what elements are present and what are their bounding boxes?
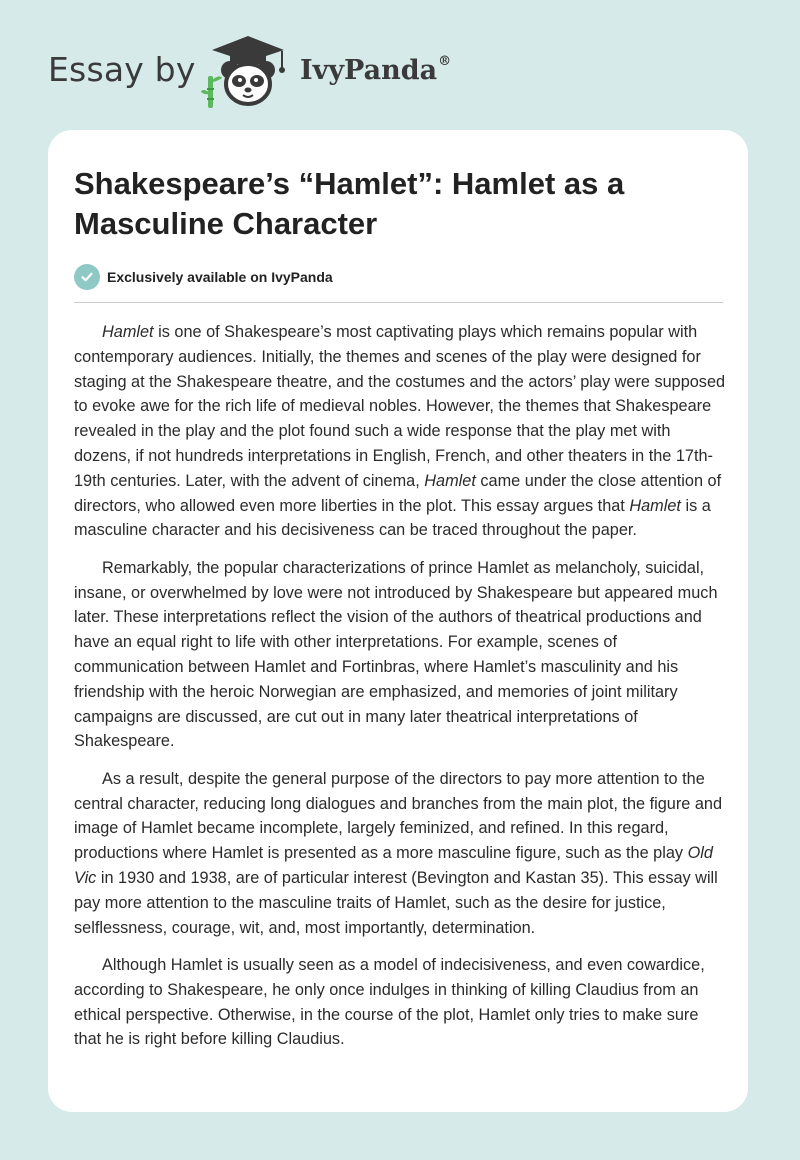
exclusive-label: Exclusively available on IvyPanda — [107, 269, 333, 285]
brand-name[interactable]: IvyPanda® — [300, 54, 452, 86]
italic-title: Hamlet — [424, 471, 476, 490]
essay-card — [48, 130, 748, 1112]
divider — [74, 302, 723, 303]
paragraph-text: came under the close attention of directors, who allowed even more liberties in the plot. This essay argues that — [74, 471, 722, 515]
site-header — [0, 0, 800, 130]
italic-title: Hamlet — [102, 323, 154, 341]
essay-body — [74, 320, 726, 1065]
check-circle-icon — [74, 264, 100, 290]
paragraph-text: Remarkably, the popular characterizations of prince Hamlet as melancholy, suicidal, insane, or overwhelmed by love were not introduced by Shakespeare but appeared much later. These interpretations reflect the vision of the authors of theatrical productions and have an equal right to life with other interpretations. For example, scenes of communication between Hamlet and Fortinbras, where Hamlet’s masculinity and his friendship with the heroic Norwegian are emphasized, and memories of joint military campaigns are discussed, are cut out in many later theatrical interpretations of Shakespeare. — [74, 558, 718, 751]
italic-title: Old Vic — [74, 844, 713, 887]
essay-by-label: Essay by — [48, 50, 196, 89]
essay-paragraph — [74, 556, 726, 754]
italic-title: Hamlet — [629, 496, 681, 515]
essay-paragraph — [74, 953, 726, 1052]
paragraph-text: is one of Shakespeare’s most captivating plays which remains popular with contemporary audiences. Initially, the themes and scenes of the play were designed for staging at the Shakespeare theatre, and the costumes and the actors’ play were supposed to evoke awe for the rich life of medieval nobles. However, the themes that Shakespeare revealed in the play and the plot found such a wide response that the play met with dozens, if not hundreds interpretations in English, French, and other theaters in the 17th-19th centuries. Later, with the advent of cinema, — [74, 323, 726, 490]
essay-title: Shakespeare’s “Hamlet”: Hamlet as a Masculine Character — [74, 166, 625, 241]
paragraph-text: As a result, despite the general purpose of the directors to pay more attention to the central character, reducing long dialogues and branches from the main plot, the figure and image of Hamlet became incomplete, largely feminized, and refined. In this regard, productions where Hamlet is presented as a more masculine figure, such as the play — [74, 769, 723, 863]
paragraph-text: in 1930 and 1938, are of particular interest (Bevington and Kastan 35). This essay will pay more attention to the masculine traits of Hamlet, such as the desire for justice, selflessness, courage, wit, and, most importantly, determination. — [74, 868, 718, 937]
essay-paragraph — [74, 320, 726, 543]
essay-paragraph — [74, 767, 726, 941]
exclusive-badge — [74, 264, 333, 290]
panda-graduate-logo-icon[interactable] — [200, 34, 296, 110]
paragraph-text: Although Hamlet is usually seen as a model of indecisiveness, and even cowardice, according to Shakespeare, he only once indulges in thinking of killing Claudius from an ethical perspective. Otherwise, in the course of the plot, Hamlet only tries to make sure that he is right before killing Claudius. — [74, 955, 705, 1049]
paragraph-text: is a masculine character and his decisiveness can be traced throughout the paper. — [74, 496, 711, 540]
